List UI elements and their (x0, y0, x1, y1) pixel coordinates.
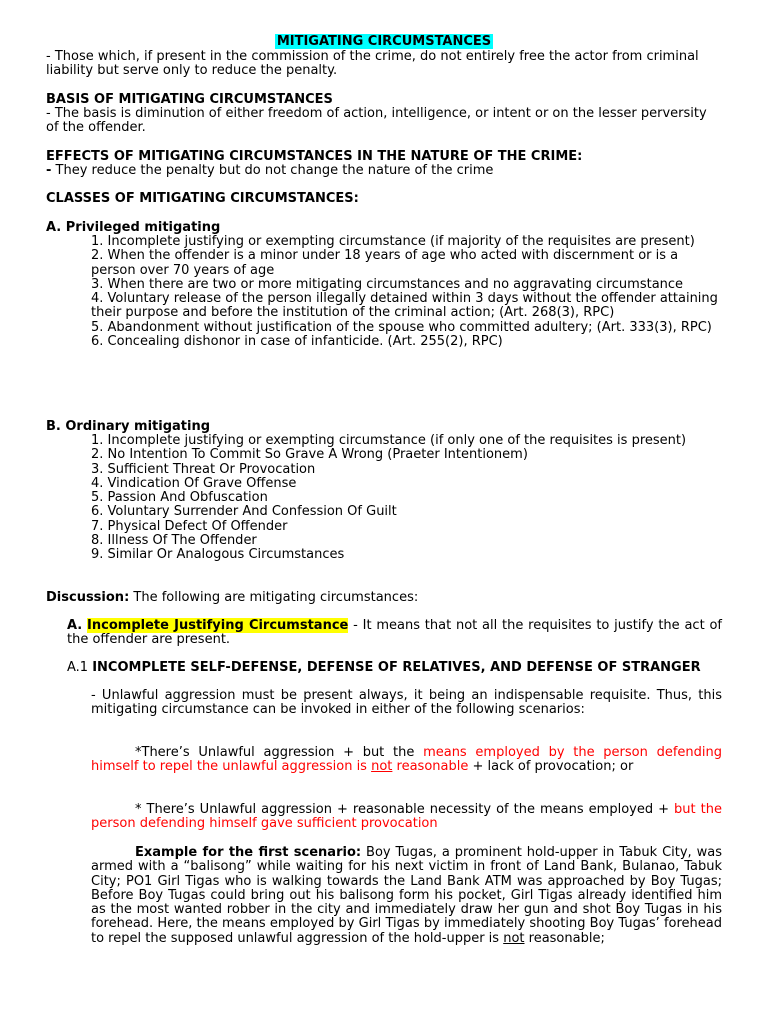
list-item: 5. Abandonment without justification of the spouse who committed adultery; (Art. 333(3), RPC) (91, 319, 712, 335)
scenario-two-part1: * There’s Unlawful aggression + reasonable necessity of the means employed + (135, 802, 675, 817)
ordinary-list (91, 434, 722, 563)
scenario-one (91, 746, 722, 775)
scenario-one-not: not (371, 759, 393, 775)
list-item: 7. Physical Defect Of Offender (91, 518, 288, 534)
discussion-text: The following are mitigating circumstances: (129, 590, 419, 605)
list-item: 6. Concealing dishonor in case of infanticide. (Art. 255(2), RPC) (91, 334, 503, 350)
list-item: 6. Voluntary Surrender And Confession Of Guilt (91, 504, 397, 520)
list-item: 2. When the offender is a minor under 18 years of age who acted with discernment or is a person over 70 years of age (91, 248, 679, 278)
privileged-heading: A. Privileged mitigating (46, 220, 221, 235)
section-a1-number: A.1 (67, 660, 93, 675)
scenario-one-part2: + lack of provocation; or (468, 759, 634, 775)
scenario-two (91, 803, 722, 832)
privileged-list (91, 235, 722, 349)
list-item: 5. Passion And Obfuscation (91, 490, 268, 506)
title-block (0, 35, 768, 49)
classes-heading: CLASSES OF MITIGATING CIRCUMSTANCES: (46, 191, 359, 206)
section-a1-title: INCOMPLETE SELF-DEFENSE, DEFENSE OF RELATIVES, AND DEFENSE OF STRANGER (92, 660, 701, 675)
list-item: 4. Vindication Of Grave Offense (91, 475, 297, 491)
scenario-one-red2: reasonable (392, 759, 469, 775)
effects-heading: EFFECTS OF MITIGATING CIRCUMSTANCES IN THE NATURE OF THE CRIME: (46, 149, 583, 164)
list-item: 3. Sufficient Threat Or Provocation (91, 461, 316, 477)
example-paragraph (91, 846, 722, 946)
scenario-one-red1: means employed by the person defending himself to repel the unlawful aggression is (91, 745, 722, 775)
scenario-one-part1: *There’s Unlawful aggression + but the (135, 745, 424, 760)
list-item: 2. No Intention To Commit So Grave A Wrong (Praeter Intentionem) (91, 447, 528, 463)
discussion-label: Discussion: (46, 590, 130, 605)
list-item: 1. Incomplete justifying or exempting circumstance (if only one of the requisites is present) (91, 433, 687, 448)
effects-body: They reduce the penalty but do not change the nature of the crime (51, 163, 494, 178)
example-end: reasonable; (524, 930, 605, 946)
section-a-title: Incomplete Justifying Circumstance (87, 618, 349, 633)
section-a (67, 619, 722, 648)
effects-dash: - (46, 163, 52, 178)
definition-text: - Those which, if present in the commission of the crime, do not entirely free the actor from criminal liability but serve only to reduce the penalty. (46, 49, 699, 79)
example-label: Example for the first scenario: (135, 845, 362, 860)
scenario-two-red: but the person defending himself gave sufficient provocation (91, 802, 722, 832)
example-text: Boy Tugas, a prominent hold-upper in Tabuk City, was armed with a “balisong” while waiting for his next victim in front of Land Bank, Bulanao, Tabuk City; PO1 Girl Tigas who is walking towards the Land Bank ATM was approached by Boy Tugas; Before Boy Tugas could bring out his balisong form his pocket, Girl Tigas already identified him as the most wanted robber in the city and immediately draw her gun and shot Boy Tugas in his forehead. Here, the means employed by Girl Tigas by immediately shooting Boy Tugas’ forehead to repel the supposed unlawful aggression of the hold-upper is (91, 845, 723, 946)
example-not: not (503, 930, 525, 946)
discussion-line (46, 591, 722, 605)
list-item: 3. When there are two or more mitigating circumstances and no aggravating circumstance (91, 276, 684, 292)
document-title: MITIGATING CIRCUMSTANCES (276, 34, 492, 49)
basis-text: - The basis is diminution of either freedom of action, intelligence, or intent or on the lesser perversity of the offender. (46, 106, 707, 136)
section-a1-text: - Unlawful aggression must be present always, it being an indispensable requisite. Thus, this mitigating circumstance can be invoked in either of the following scenarios: (91, 688, 722, 718)
ordinary-heading: B. Ordinary mitigating (46, 419, 211, 434)
section-a-text: - It means that not all the requisites to justify the act of the offender are present. (67, 618, 722, 648)
effects-text (46, 164, 722, 178)
section-a-letter: A. (67, 618, 83, 633)
list-item: 8. Illness Of The Offender (91, 533, 257, 549)
basis-heading: BASIS OF MITIGATING CIRCUMSTANCES (46, 92, 333, 107)
list-item: 9. Similar Or Analogous Circumstances (91, 547, 345, 563)
section-a1-heading (46, 661, 722, 675)
list-item: 1. Incomplete justifying or exempting circumstance (if majority of the requisites are present) (91, 234, 695, 249)
list-item: 4. Voluntary release of the person illegally detained within 3 days without the offender attaining their purpose and before the institution of the criminal action; (Art. 268(3), RPC) (91, 291, 718, 321)
